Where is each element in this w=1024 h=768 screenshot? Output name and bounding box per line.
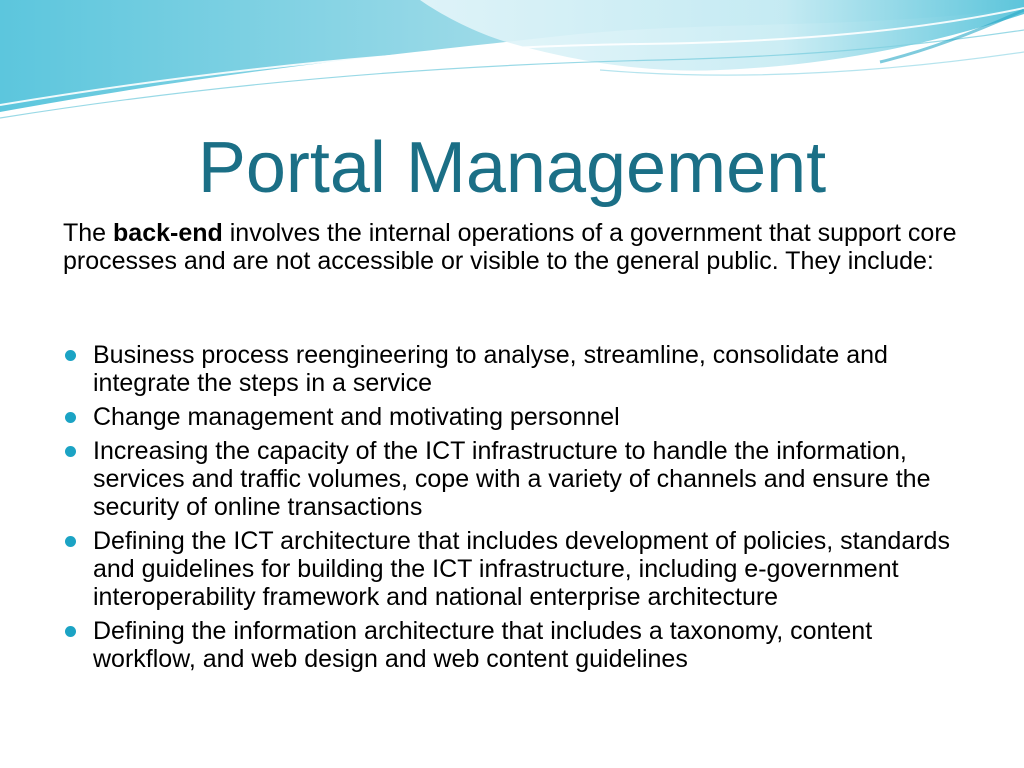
bullet-text: Change management and motivating personnel <box>93 403 620 431</box>
header-wave-decoration <box>0 0 1024 130</box>
bullet-dot-icon <box>65 626 76 637</box>
bullet-item <box>63 437 973 521</box>
bullet-dot-icon <box>65 446 76 457</box>
slide-title: Portal Management <box>197 128 827 208</box>
bullet-item <box>63 527 973 611</box>
bullet-list <box>63 341 973 679</box>
bullet-text: Defining the information architecture that includes a taxonomy, content workflow, and web design and web content guidelines <box>93 617 873 673</box>
bullet-text: Business process reengineering to analyse, streamline, consolidate and integrate the steps in a service <box>93 341 888 397</box>
bullet-item <box>63 617 973 673</box>
intro-text-after: involves the internal operations of a government that support core processes and are not accessible or visible to the general public. They include: <box>63 219 957 275</box>
intro-paragraph <box>63 219 963 275</box>
bullet-text: Defining the ICT architecture that includes development of policies, standards and guidelines for building the ICT infrastructure, including e-government interoperability framework and national enterprise architecture <box>93 527 950 611</box>
intro-text-before: The <box>63 219 114 247</box>
bullet-item <box>63 403 973 431</box>
bullet-dot-icon <box>65 350 76 361</box>
bullet-dot-icon <box>65 412 76 423</box>
bullet-dot-icon <box>65 536 76 547</box>
bullet-item <box>63 341 973 397</box>
bullet-text: Increasing the capacity of the ICT infrastructure to handle the information, services and traffic volumes, cope with a variety of channels and ensure the security of online transactions <box>93 437 931 521</box>
intro-bold-term: back-end <box>113 219 223 247</box>
